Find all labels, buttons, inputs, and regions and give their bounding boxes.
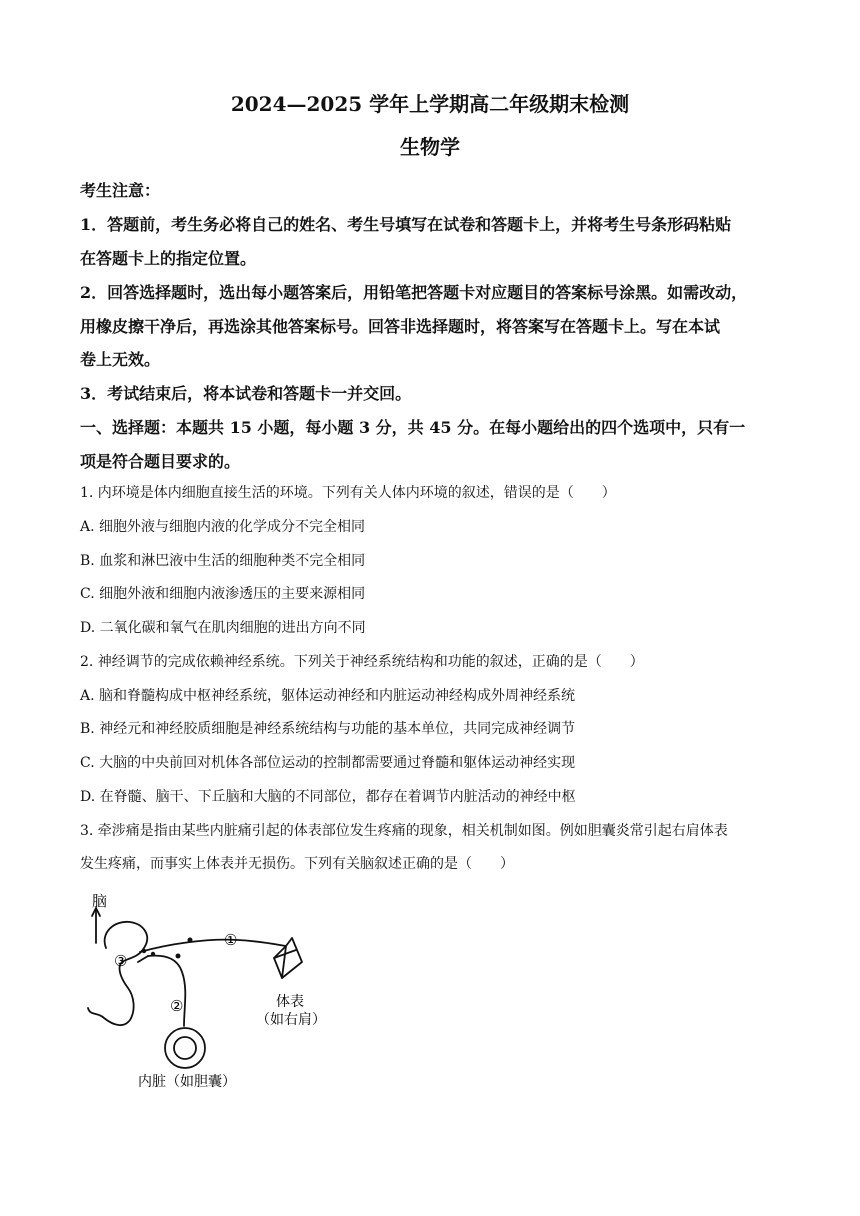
notice-line: 在答题卡上的指定位置。	[80, 249, 257, 268]
question-stem: 3. 牵涉痛是指由某些内脏痛引起的体表部位发生疼痛的现象，相关机制如图。例如胆囊炎常引起右肩体表	[80, 823, 728, 839]
question-stem: 发生疼痛，而事实上体表并无损伤。下列有关脑叙述正确的是（ ）	[80, 856, 514, 872]
notice-heading: 考生注意：	[80, 181, 161, 200]
notice-line: 用橡皮擦干净后，再选涂其他答案标号。回答非选择题时，将答案写在答题卡上。写在本试	[80, 317, 721, 336]
marker-1: ①	[224, 931, 238, 949]
option-d: D. 二氧化碳和氧气在肌肉细胞的进出方向不同	[80, 620, 366, 636]
option-c: C. 细胞外液和细胞内液渗透压的主要来源相同	[80, 586, 366, 602]
section-heading: 一、选择题：本题共 15 小题，每小题 3 分，共 45 分。在每小题给出的四个选项中，只有一	[80, 418, 746, 437]
nerve-1	[140, 940, 286, 952]
notice-line: 2．回答选择题时，选出每小题答案后，用铅笔把答题卡对应题目的答案标号涂黑。如需改动，	[80, 283, 748, 302]
skin-sublabel: （如右肩）	[256, 1012, 326, 1028]
organ-label: 内脏（如胆囊）	[138, 1074, 236, 1090]
option-a: A. 细胞外液与细胞内液的化学成分不完全相同	[80, 519, 366, 535]
marker-2: ②	[170, 997, 184, 1015]
referred-pain-figure	[78, 888, 348, 1093]
marker-3: ③	[114, 952, 128, 970]
exam-title: 2024—2025 学年上学期高二年级期末检测	[230, 92, 630, 116]
option-b: B. 血浆和淋巴液中生活的细胞种类不完全相同	[80, 553, 366, 569]
notice-line: 3．考试结束后，将本试卷和答题卡一并交回。	[80, 384, 412, 403]
brain-label: 脑	[92, 892, 108, 910]
question-stem: 2. 神经调节的完成依赖神经系统。下列关于神经系统结构和功能的叙述，正确的是（ ）	[80, 654, 644, 670]
option-d: D. 在脊髓、脑干、下丘脑和大脑的不同部位，都存在着调节内脏活动的神经中枢	[80, 789, 576, 805]
notice-line: 卷上无效。	[80, 350, 161, 369]
notice-line: 1．答题前，考生务必将自己的姓名、考生号填写在试卷和答题卡上，并将考生号条形码粘贴	[80, 215, 732, 234]
section-heading: 项是符合题目要求的。	[80, 452, 241, 471]
option-a: A. 脑和脊髓构成中枢神经系统，躯体运动神经和内脏运动神经构成外周神经系统	[80, 688, 576, 704]
option-c: C. 大脑的中央前回对机体各部位运动的控制都需要通过脊髓和躯体运动神经实现	[80, 755, 576, 771]
question-stem: 1. 内环境是体内细胞直接生活的环境。下列有关人体内环境的叙述，错误的是（ ）	[80, 485, 616, 501]
skin-label: 体表	[276, 994, 304, 1010]
organ-icon	[165, 1028, 205, 1068]
option-b: B. 神经元和神经胶质细胞是神经系统结构与功能的基本单位，共同完成神经调节	[80, 721, 576, 737]
subject-title: 生物学	[400, 135, 460, 159]
nerve-2	[148, 956, 185, 1026]
